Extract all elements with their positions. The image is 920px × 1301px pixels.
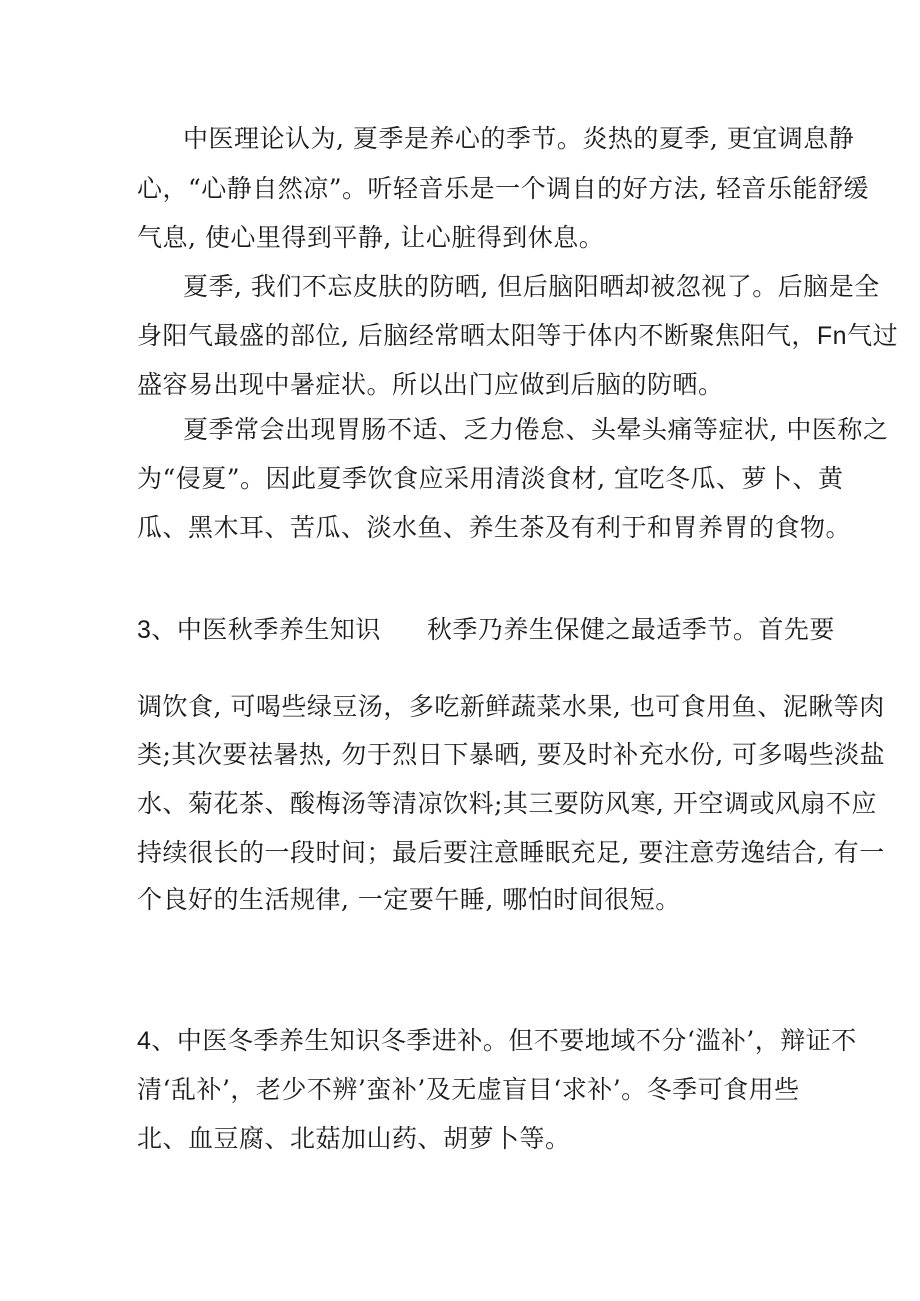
summer-p2-fn-text: Fn <box>816 322 848 350</box>
autumn-line1: 调饮食, 可喝些绿豆汤，多吃新鲜蔬菜水果, 也可食用鱼、泥瞅等肉 <box>137 692 885 721</box>
autumn-section-number: 3 <box>137 616 152 644</box>
summer-p1-line1: 中医理论认为, 夏季是养心的季节。炎热的夏季, 更宜调息静 <box>183 124 855 153</box>
autumn-line2: 类;其次要祛暑热, 勿于烈日下暴晒, 要及时补充水份, 可多喝些淡盐 <box>137 740 886 769</box>
summer-p1-line2: 心，“心静自然凉”。听轻音乐是一个调自的好方法, 轻音乐能舒缓 <box>137 174 869 203</box>
summer-p2-line1: 夏季, 我们不忘皮肤的防晒, 但后脑阳晒却被忽视了。后脑是全 <box>183 272 880 301</box>
autumn-line4: 持续很长的一段时间；最后要注意睡眠充足, 要注意劳逸结合, 有一 <box>137 838 885 867</box>
autumn-section-heading: 、中医秋季养生知识 <box>151 615 381 644</box>
winter-section-number: 4 <box>137 1027 152 1055</box>
autumn-heading-line <box>137 613 835 647</box>
summer-p1-line3: 气息, 使心里得到平静, 让心脏得到休息。 <box>137 223 605 252</box>
summer-p3-line3: 瓜、黑木耳、苦瓜、淡水鱼、养生茶及有利于和胃养胃的食物。 <box>137 513 852 542</box>
summer-p2-line2-text: 身阳气最盛的部位, 后脑经常晒太阳等于体内不断聚焦阳气， <box>137 321 817 350</box>
autumn-line5: 个良好的生活规律, 一定要午睡, 哪怕时间很短。 <box>137 885 681 914</box>
summer-p2-line2 <box>137 319 898 353</box>
summer-p3-line2: 为“侵夏”。因此夏季饮食应采用清淡食材, 宜吃冬瓜、萝卜、黄 <box>137 464 844 493</box>
autumn-first-sentence: 秋季乃养生保健之最适季节。首先要 <box>426 615 835 644</box>
winter-line2: 清‘乱补’，老少不辨’蛮补’及无虚盲目‘求补’。冬季可食用些 <box>137 1075 800 1104</box>
summer-p3-line1: 夏季常会出现胃肠不适、乏力倦怠、头晕头痛等症状, 中医称之 <box>183 415 889 444</box>
autumn-line3: 水、菊花茶、酸梅汤等清凉饮料;其三要防风寒, 开空调或风扇不应 <box>137 789 877 818</box>
summer-p2-line2-tail: 气过 <box>847 321 899 350</box>
summer-p2-line3: 盛容易出现中暑症状。所以出门应做到后脑的防晒。 <box>137 370 724 399</box>
winter-line3: 北、血豆腐、北菇加山药、胡萝卜等。 <box>137 1124 571 1153</box>
winter-line1-text: 、中医冬季养生知识冬季进补。但不要地域不分‘滥补’，辩证不 <box>151 1026 857 1055</box>
winter-line1 <box>137 1024 857 1058</box>
